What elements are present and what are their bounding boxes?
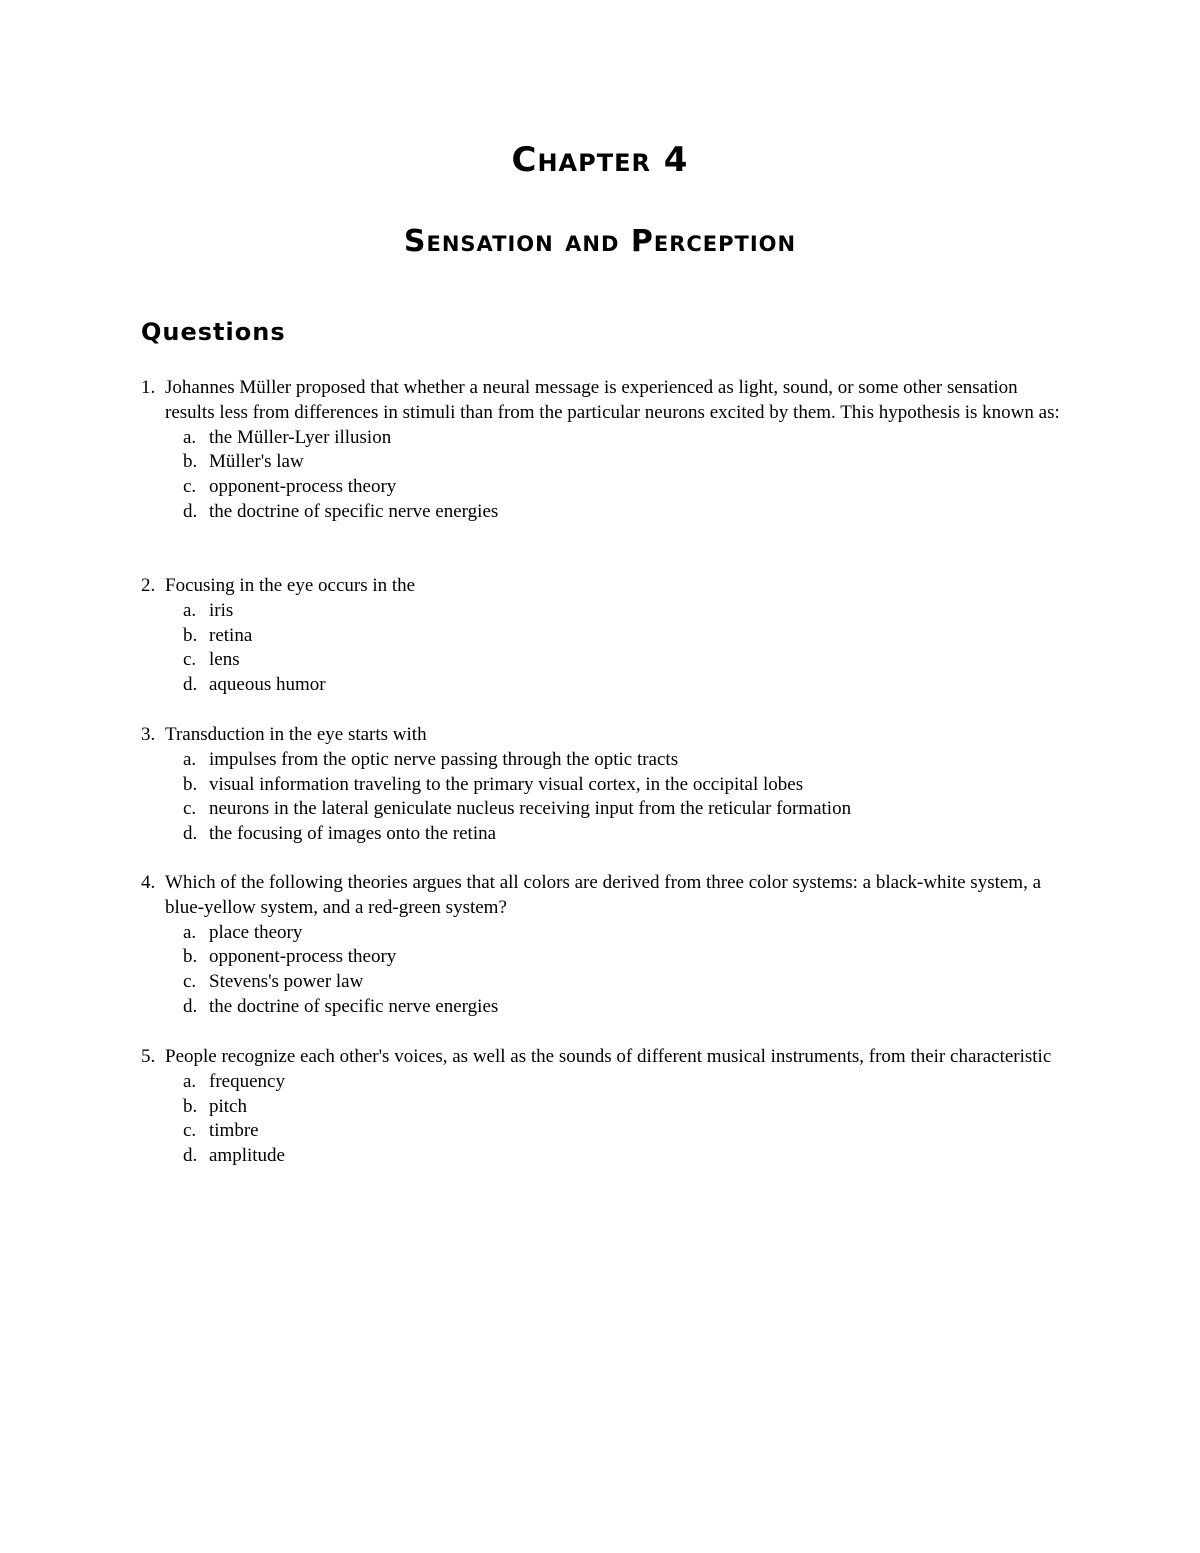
answer-option (141, 475, 1061, 500)
chapter-subtitle: Sensation and Perception (403, 224, 797, 259)
question-stem (141, 1045, 1061, 1070)
chapter-title: Chapter 4 (511, 140, 689, 180)
question-number: 4. (141, 872, 156, 893)
option-text: the doctrine of specific nerve energies (209, 995, 499, 1017)
option-letter: b. (183, 624, 198, 646)
option-letter: d. (183, 674, 198, 696)
section-heading: Questions (141, 318, 286, 346)
answer-option (141, 748, 1061, 773)
option-text: aqueous humor (209, 674, 326, 696)
option-letter: d. (183, 995, 198, 1017)
option-text: pitch (209, 1095, 247, 1117)
option-letter: a. (183, 748, 197, 770)
answer-option (141, 1070, 1061, 1095)
question-number: 2. (141, 575, 156, 596)
question-stem (141, 376, 1061, 426)
option-text: Müller's law (209, 451, 304, 473)
answer-option (141, 1119, 1061, 1144)
option-letter: a. (183, 599, 197, 621)
option-letter: b. (183, 773, 198, 795)
question-number: 1. (141, 377, 156, 398)
option-letter: c. (183, 798, 197, 820)
answer-option (141, 773, 1061, 798)
answer-option (141, 945, 1061, 970)
option-letter: c. (183, 649, 197, 671)
option-text: timbre (209, 1120, 259, 1142)
answer-option (141, 1095, 1061, 1120)
answer-options (141, 748, 1061, 847)
question-text: Focusing in the eye occurs in the (165, 575, 416, 596)
question-number: 3. (141, 724, 156, 745)
option-text: place theory (209, 921, 303, 943)
answer-options (141, 599, 1061, 698)
answer-option (141, 995, 1061, 1020)
option-text: lens (209, 649, 240, 671)
option-text: iris (209, 599, 234, 621)
option-letter: b. (183, 451, 198, 473)
option-letter: b. (183, 1095, 198, 1117)
option-text: neurons in the lateral geniculate nucleus receiving input from the reticular formation (209, 798, 852, 820)
option-text: Stevens's power law (209, 971, 364, 993)
answer-option (141, 921, 1061, 946)
option-letter: d. (183, 823, 198, 845)
option-text: amplitude (209, 1145, 285, 1167)
option-letter: a. (183, 921, 197, 943)
option-letter: c. (183, 971, 197, 993)
question-stem (141, 723, 1061, 748)
answer-options (141, 1070, 1061, 1169)
question-4 (141, 871, 1061, 1020)
question-2 (141, 574, 1061, 698)
question-stem (141, 871, 1061, 921)
answer-option (141, 673, 1061, 698)
option-text: impulses from the optic nerve passing through the optic tracts (209, 748, 679, 770)
question-text: Johannes Müller proposed that whether a neural message is experienced as light, sound, or some other sensation results less from differences in stimuli than from the particular neurons excited by them. This hypothesis is known as: (165, 377, 1060, 423)
option-letter: c. (183, 476, 197, 498)
option-letter: d. (183, 500, 198, 522)
answer-option (141, 500, 1061, 525)
answer-option (141, 1144, 1061, 1169)
answer-option (141, 599, 1061, 624)
answer-option (141, 648, 1061, 673)
option-text: the Müller-Lyer illusion (209, 426, 392, 448)
answer-options (141, 921, 1061, 1020)
option-text: visual information traveling to the primary visual cortex, in the occipital lobes (209, 773, 804, 795)
option-letter: d. (183, 1145, 198, 1167)
answer-option (141, 624, 1061, 649)
answer-option (141, 450, 1061, 475)
option-letter: b. (183, 946, 198, 968)
answer-option (141, 822, 1061, 847)
question-3 (141, 723, 1061, 847)
answer-options (141, 426, 1061, 525)
question-number: 5. (141, 1046, 156, 1067)
option-text: retina (209, 624, 253, 646)
question-text: Which of the following theories argues that all colors are derived from three color systems: a black-white system, a blue-yellow system, and a red-green system? (165, 872, 1042, 918)
option-letter: a. (183, 426, 197, 448)
option-text: frequency (209, 1070, 285, 1092)
option-letter: a. (183, 1070, 197, 1092)
question-5 (141, 1045, 1061, 1169)
answer-option (141, 426, 1061, 451)
option-text: opponent-process theory (209, 946, 397, 968)
question-text: Transduction in the eye starts with (165, 724, 427, 745)
question-stem (141, 574, 1061, 599)
question-1 (141, 376, 1061, 525)
answer-option (141, 797, 1061, 822)
question-text: People recognize each other's voices, as well as the sounds of different musical instruments, from their characteristic (165, 1046, 1052, 1067)
answer-option (141, 970, 1061, 995)
option-letter: c. (183, 1120, 197, 1142)
option-text: the doctrine of specific nerve energies (209, 500, 499, 522)
option-text: the focusing of images onto the retina (209, 823, 497, 845)
option-text: opponent-process theory (209, 476, 397, 498)
